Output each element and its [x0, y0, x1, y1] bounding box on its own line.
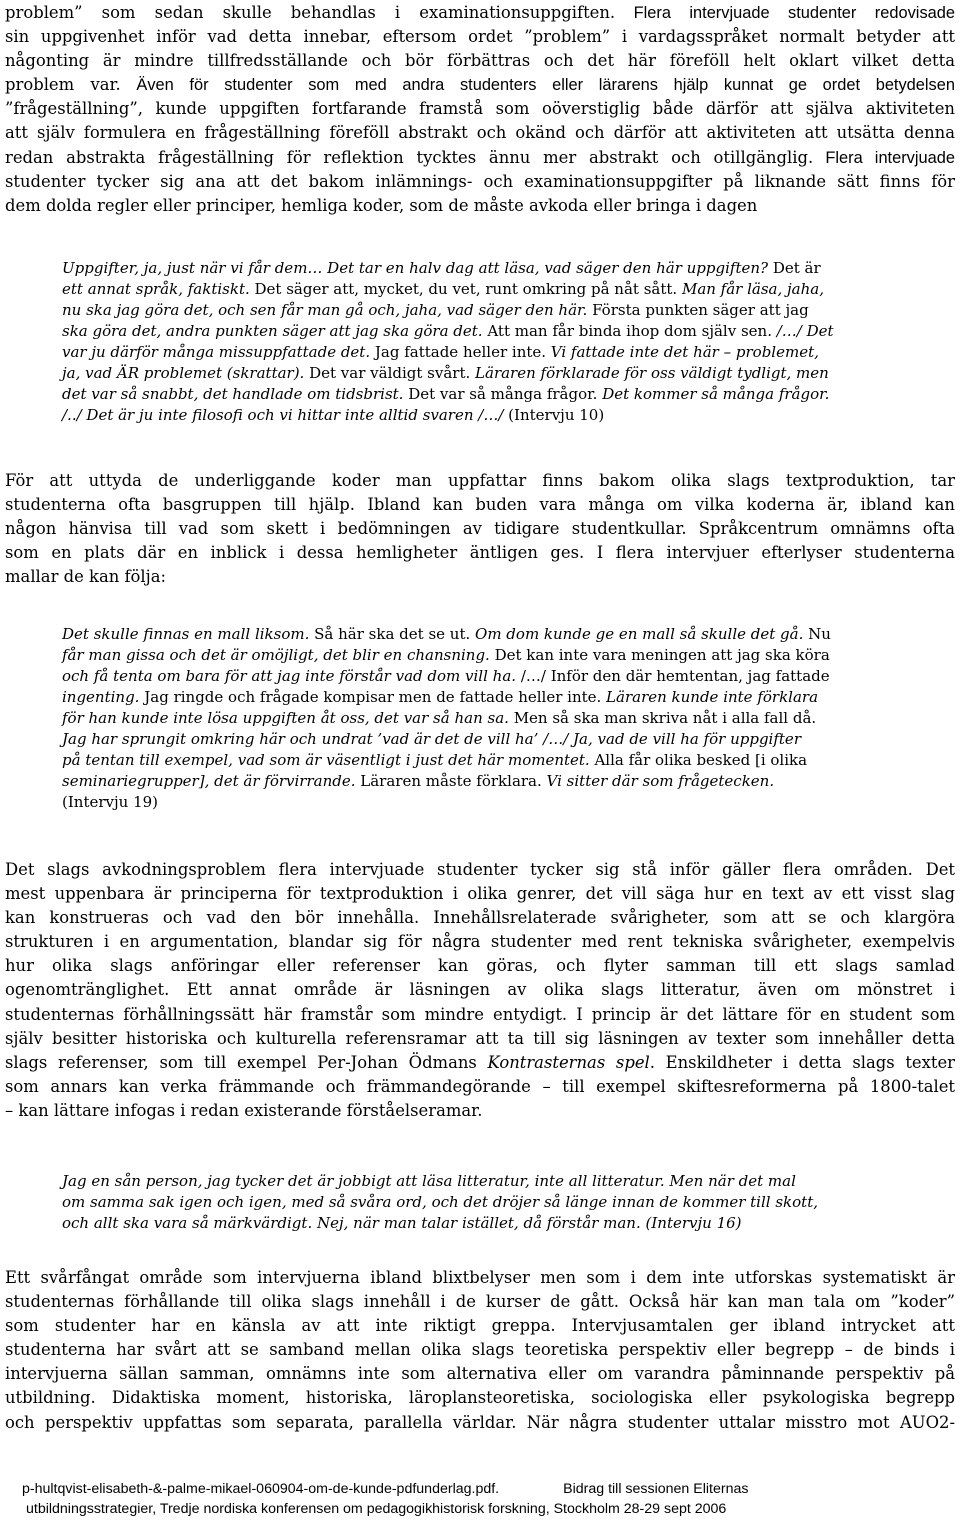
quote-segment: Jag ringde och frågade kompisar men de fattade heller inte. [139, 688, 602, 706]
text-line: någon hänvisa till vad som skett i bedömningen av tidigare studentkullar. Språkcentrum omnämns ofta [5, 519, 955, 539]
quote-segment: var ju därför många missuppfattade det. [62, 343, 371, 361]
quote-line [62, 258, 896, 279]
text-line: sin uppgivenhet inför vad detta innebar, eftersom ordet ”problem” i vardagsspråket normalt betyder att [5, 27, 955, 47]
quote-line [62, 384, 896, 405]
quote-segment: (Intervju 19) [62, 793, 159, 811]
text-segment: Även för studenter som med andra studenters eller lärarens hjälp kunnat ge ordet betydelsen [120, 76, 955, 95]
paragraph-decoding-problem [5, 1, 955, 218]
quote-segment: Det var så många frågor. [403, 385, 598, 403]
quote-line [62, 708, 896, 729]
quote-line [62, 321, 896, 342]
text-line: ”frågeställning”, kunde uppgiften fortfarande framstå som oöverstiglig både därför att själva aktiviteten [5, 99, 955, 119]
book-title: Kontrasternas spel [487, 1052, 650, 1072]
text-segment: Flera intervjuade [813, 148, 955, 167]
text-line: och perspektiv uppfattas som separata, parallella världar. När några studenter uttalar misstro mot AUO2- [5, 1412, 955, 1432]
text-segment: redan abstrakta frågeställning för reflektion tycktes ännu mer abstrakt och otillgänglig. [5, 147, 814, 167]
quote-segment: ingenting. [62, 688, 140, 706]
quote-segment: Vi sitter där som frågetecken. [541, 772, 775, 790]
text-segment: problem var. [5, 75, 121, 95]
quote-segment: ett annat språk, faktiskt. [62, 280, 250, 298]
quote-line [62, 342, 896, 363]
quote-line [62, 771, 896, 792]
quote-line [62, 1171, 896, 1192]
quote-segment: Att man får binda ihop dom själv sen. [482, 322, 772, 340]
quote-segment: /…/ Inför den där hemtentan, jag fattade [516, 667, 830, 685]
quote-segment: Om dom kunde ge en mall så skulle det gå. [470, 625, 804, 643]
paragraph-hidden-codes [5, 469, 955, 589]
footer-conference: utbildningsstrategier, Tredje nordiska konferensen om pedagogikhistorisk forskning, Stockholm 28-29 sept 2006 [26, 1501, 727, 1517]
quote-segment: Det var väldigt svårt. [304, 364, 471, 382]
footer-line [0, 1479, 960, 1499]
quote-segment: Det är [768, 259, 821, 277]
text-line: strukturen i en argumentation, blandar sig för några studenter med rent tekniska svårigheter, exempelvis [5, 932, 955, 952]
text-line: mallar de kan följa: [5, 567, 167, 587]
quote-line [62, 729, 896, 750]
quote-line [62, 279, 896, 300]
text-segment: Flera intervjuade studenter redovisade [615, 4, 955, 22]
text-segment: . Enskildheter i detta slags texter [649, 1052, 955, 1072]
quote-segment: Vi fattade inte det här – problemet, [546, 343, 819, 361]
text-line [5, 1051, 955, 1075]
quote-segment: Första punkten säger att jag [587, 301, 809, 319]
quote-segment: Jag fattade heller inte. [370, 343, 547, 361]
quote-segment: Alla får olika besked [i olika [589, 751, 808, 769]
text-line [5, 146, 955, 170]
quote-line [62, 363, 896, 384]
quote-segment: seminariegrupper], det är förvirrande. [62, 772, 356, 790]
interview-quote-16 [62, 1171, 896, 1234]
quote-segment: Men så ska man skriva nåt i alla fall då. [508, 709, 817, 727]
text-line: Det slags avkodningsproblem flera intervjuade studenter tycker sig stå inför gäller flera områden. Det [5, 860, 955, 879]
quote-segment: ja, vad ÄR problemet (skrattar). [62, 364, 305, 382]
text-line: Ett svårfångat område som intervjuerna ibland blixtbelyser men som i dem inte utforskas systematiskt är [5, 1268, 955, 1287]
text-line: studenter tycker sig ana att det bakom inlämnings- och examinationsuppgifter på liknande sätt finns för [5, 171, 955, 191]
page-footer [0, 1479, 960, 1519]
quote-segment: Läraren måste förklara. [355, 772, 542, 790]
quote-line [62, 750, 896, 771]
quote-line [62, 624, 896, 645]
quote-segment: nu ska jag göra det, och sen får man gå och, jaha, vad säger den här. [62, 301, 588, 319]
text-line: som annars kan verka främmande och främmandegörande – till exempel skiftesreformerna på 1800-talet [5, 1076, 955, 1096]
text-line [5, 1, 955, 25]
quote-segment: Nej, när man talar istället, då förstår man. [312, 1214, 641, 1232]
quote-segment: /…/ Det [771, 322, 834, 340]
quote-segment: Så här ska det se ut. [309, 625, 471, 643]
quote-line [62, 1213, 896, 1234]
quote-segment: om samma sak igen och igen, med så svåra ord, och det dröjer så länge innan de kommer till skott, [62, 1193, 818, 1211]
quote-segment: Läraren kunde inte förklara [601, 688, 819, 706]
quote-segment: Läraren förklarade för oss väldigt tydligt, men [470, 364, 829, 382]
quote-segment: Det säger att, mycket, du vet, runt omkring på nåt sått. [249, 280, 678, 298]
quote-line [62, 687, 896, 708]
quote-segment: Det kommer så många frågor. [597, 385, 830, 403]
text-line: någonting är mindre tillfredsställande och bör förbättras och det här föreföll helt oklart vilket detta [5, 51, 955, 71]
quote-segment: Nu [803, 625, 831, 643]
text-line: studenterna har svårt att se samband mellan olika slags teoretiska perspektiv eller begrepp – de binds i [5, 1340, 955, 1360]
text-line: studenternas förhållningssätt här framstår som mindre entydigt. I princip är det lättare för en student som [5, 1004, 955, 1024]
text-segment: problem” som sedan skulle behandlas i examinationsuppgiften. [5, 3, 616, 22]
footer-filename: p-hultqvist-elisabeth-&-palme-mikael-060904-om-de-kunde-pdfunderlag.pdf. [22, 1481, 500, 1497]
text-line: dem dolda regler eller principer, hemliga koder, som de måste avkoda eller bringa i dagen [5, 195, 758, 215]
interview-quote-19 [62, 624, 896, 813]
text-line: kan konstrueras och vad den bör innehålla. Innehållsrelaterade svårigheter, som att se och klargöra [5, 908, 955, 928]
text-line: mest uppenbara är principerna för textproduktion i olika genrer, det vill säga hur en text av ett visst slag [5, 884, 955, 904]
quote-segment: får man gissa och det är omöjligt, det blir en chansning. [62, 646, 490, 664]
quote-line [62, 300, 896, 321]
text-line: som studenter har en känsla av att inte riktigt greppa. Intervjusamtalen ger ibland intrycket att [5, 1316, 955, 1336]
quote-line [62, 1192, 896, 1213]
quote-line [62, 666, 896, 687]
text-line [5, 73, 955, 97]
quote-segment: Man får läsa, jaha, [677, 280, 825, 298]
quote-segment: Uppgifter, ja, just när vi får dem… Det tar en halv dag att läsa, vad säger den här uppgiften? [62, 259, 769, 277]
paragraph-content-codes [5, 1266, 955, 1435]
footer-session: Bidrag till sessionen Eliternas [563, 1481, 749, 1497]
text-line: som en plats där en inblick i dessa hemligheter äntligen ges. I flera intervjuer efterlyser studenterna [5, 543, 955, 563]
text-line: ogenomtränglighet. Ett annat område är läsningen av olika slags litteratur, även om mönstret i [5, 980, 955, 1000]
text-line: hur olika slags anföringar eller referenser kan göras, och flyter samman till ett slags samlad [5, 956, 955, 976]
text-line: studenterna ofta basgruppen till hjälp. Ibland kan buden vara många om vilka koderna är, ibland kan [5, 495, 955, 515]
paragraph-decoding-areas [5, 858, 955, 1123]
text-line: studenternas förhållande till olika slags innehåll i de kurser de gått. Också här kan man tala om ”koder” [5, 1292, 955, 1312]
quote-segment: (Intervju 10) [503, 406, 605, 424]
quote-segment: för han kunde inte lösa uppgiften åt oss, det var så han sa. [62, 709, 509, 727]
quote-segment: Jag en sån person, jag tycker det är jobbigt att läsa litteratur, inte all litteratur. [62, 1172, 665, 1190]
quote-segment: Det skulle finnas en mall liksom. [62, 625, 310, 643]
quote-line [62, 405, 896, 426]
text-line: För att uttyda de underliggande koder man uppfattar finns bakom olika slags textproduktion, tar [5, 471, 955, 490]
quote-segment: Det kan inte vara meningen att jag ska köra [489, 646, 830, 664]
quote-segment: och få tenta om bara för att jag inte förstår vad dom vill ha. [62, 667, 517, 685]
quote-segment: Men när det mal [664, 1172, 796, 1190]
quote-segment: Jag har sprungit omkring här och undrat ’vad är det de vill ha’ /…/ Ja, vad de vill ha för uppgifter [62, 730, 801, 748]
interview-quote-10 [62, 258, 896, 426]
text-line: intervjuerna sällan samman, omnämns inte som alternativa eller om varandra påminnande perspektiv på [5, 1364, 955, 1384]
text-segment: slags referenser, som till exempel Per-Johan Ödmans [5, 1052, 477, 1072]
quote-segment: (Intervju 16) [640, 1214, 742, 1232]
quote-segment: och allt ska vara så märkvärdigt. [62, 1214, 313, 1232]
quote-segment: /../ Det är ju inte filosofi och vi hittar inte alltid svaren /…/ [62, 406, 504, 424]
quote-segment: ska göra det, andra punkten säger att jag ska göra det. [62, 322, 483, 340]
text-line: själv besitter historiska och kulturella referensramar att ta till sig läsningen av texter som innehåller detta [5, 1028, 955, 1048]
quote-segment: på tentan till exempel, vad som är väsentligt i just det här momentet. [62, 751, 590, 769]
text-line: utbildning. Didaktiska moment, historiska, läroplansteoretiska, sociologiska eller psykologiska begrepp [5, 1388, 955, 1408]
quote-line [62, 645, 896, 666]
quote-line [62, 792, 896, 813]
quote-segment: det var så snabbt, det handlade om tidsbrist. [62, 385, 404, 403]
text-line: att själv formulera en frågeställning föreföll abstrakt och okänd och därför att aktiviteten att utsätta denna [5, 123, 955, 143]
text-line: – kan lättare infogas i redan existerande förståelseramar. [5, 1100, 483, 1120]
